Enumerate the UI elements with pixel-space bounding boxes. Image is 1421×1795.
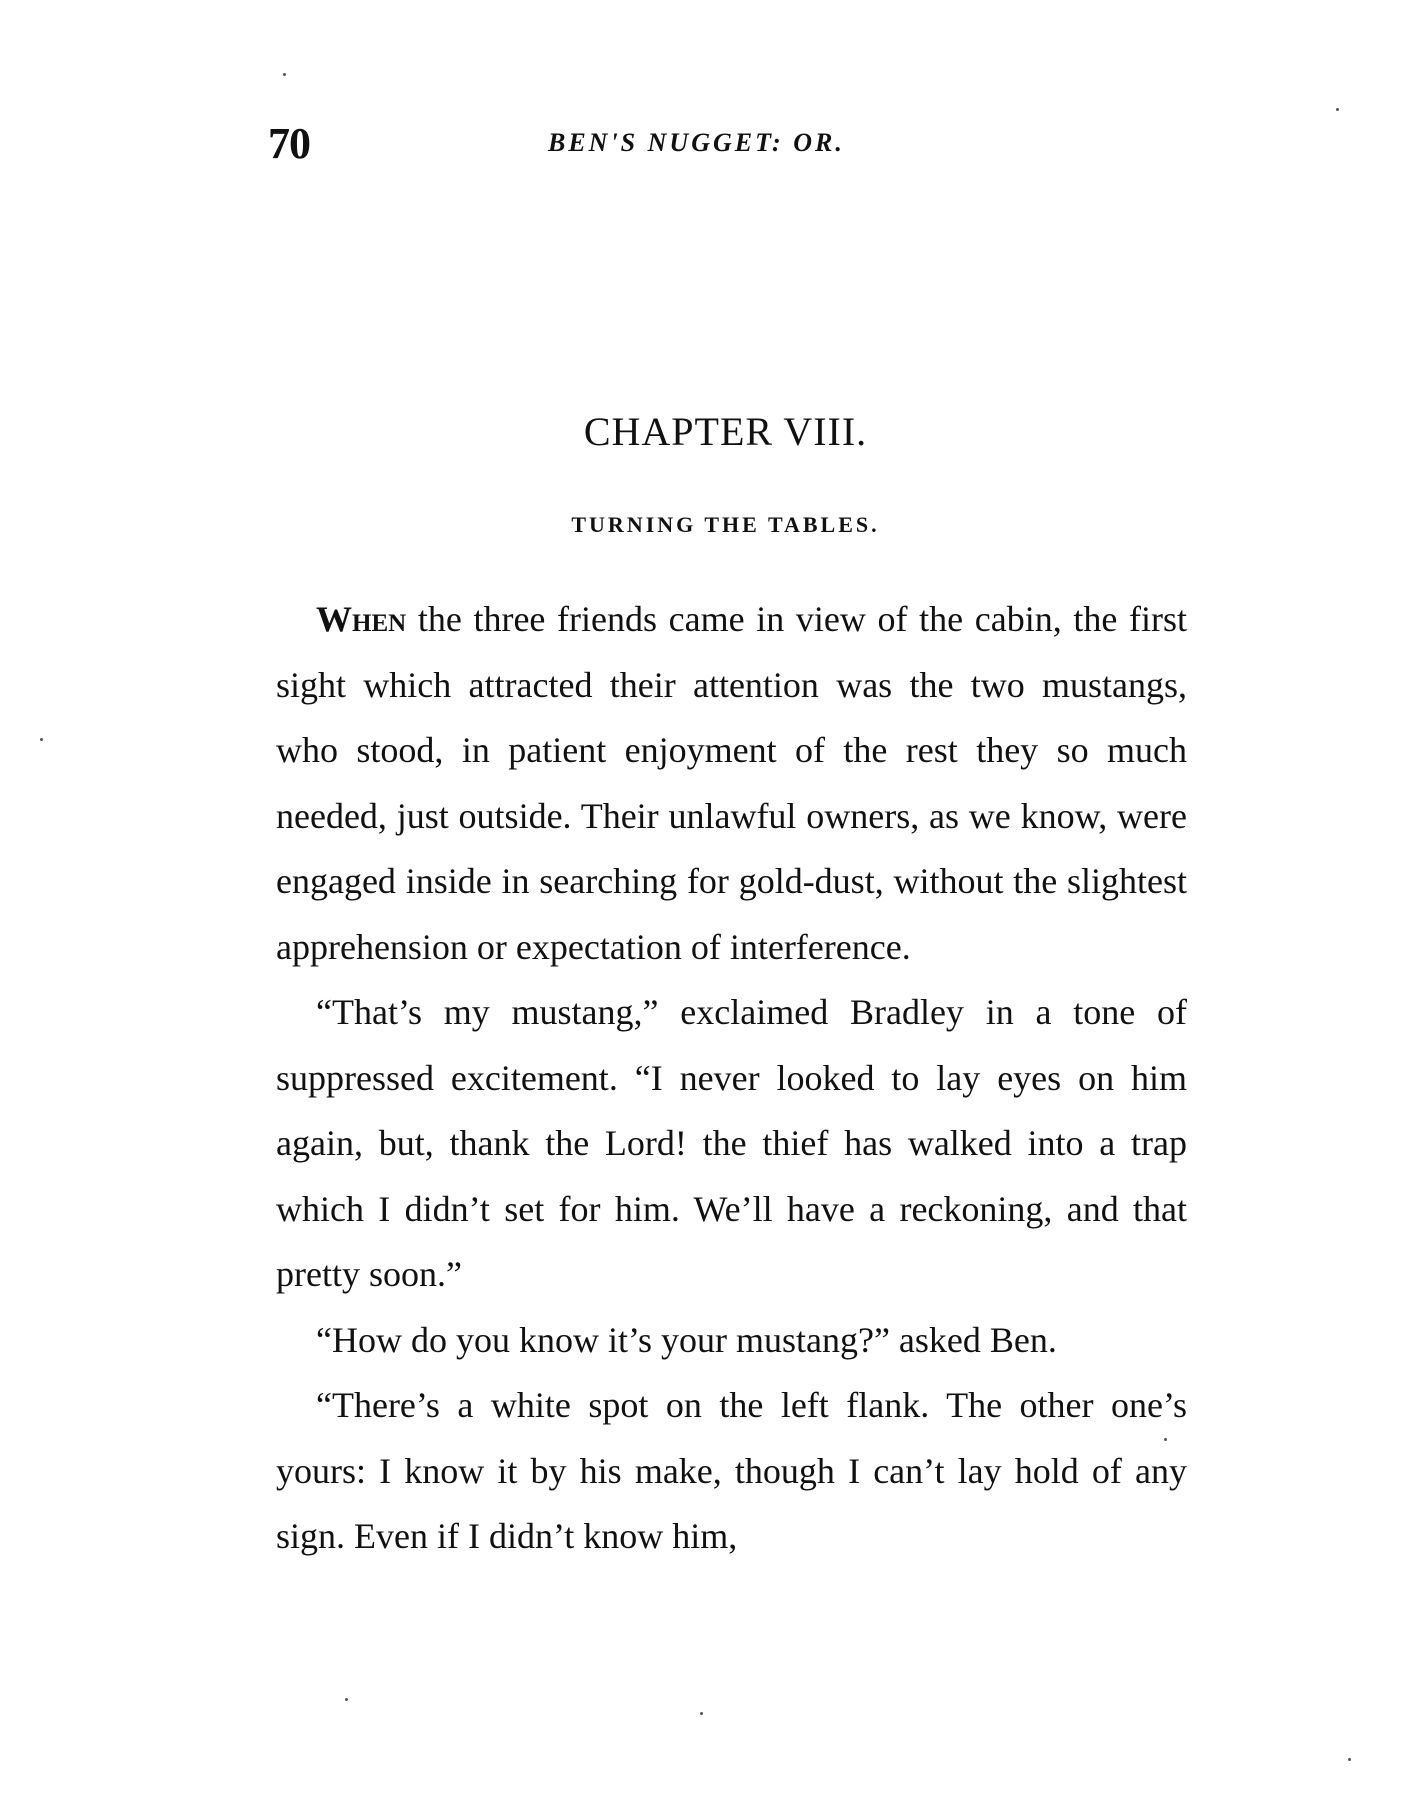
paragraph: “There’s a white spot on the left flank. The other one’s yours: I know it by his make, though I can’t lay hold of any sign. Even if I didn’t know him,: [276, 1385, 1187, 1556]
scan-speck: [1164, 1438, 1167, 1441]
paragraph: [276, 587, 1187, 980]
paragraph: “That’s my mustang,” exclaimed Bradley in a tone of suppressed excitement. “I never looked to lay eyes on him again, but, thank the Lord! the thief has walked into a trap which I didn’t set for him. We’ll have a reckoning, and that pretty soon.”: [276, 992, 1187, 1294]
running-title: BEN'S NUGGET: OR.: [548, 128, 845, 157]
page-number: 70: [268, 119, 310, 168]
paragraph-lead-word: When: [316, 599, 407, 639]
scan-speck: [40, 738, 43, 741]
scan-speck: [283, 73, 286, 76]
paragraph-text: the three friends came in view of the cabin, the first sight which attracted their attention was the two mustangs, who stood, in patient enjoyment of the rest they so much needed, just outside. Their unlawful owners, as we know, were engaged inside in searching for gold-dust, without the slightest apprehension or expectation of interference.: [276, 599, 1187, 967]
paragraph: “How do you know it’s your mustang?” asked Ben.: [316, 1319, 1057, 1360]
scan-speck: [345, 1698, 348, 1701]
scan-speck: [1336, 108, 1339, 111]
body-text: [276, 587, 1187, 1570]
scan-speck: [700, 1712, 703, 1715]
chapter-heading: CHAPTER VIII.: [583, 409, 868, 454]
running-head: [268, 118, 1203, 168]
chapter-subtitle: TURNING THE TABLES.: [571, 512, 880, 537]
scan-speck: [1348, 1758, 1351, 1761]
